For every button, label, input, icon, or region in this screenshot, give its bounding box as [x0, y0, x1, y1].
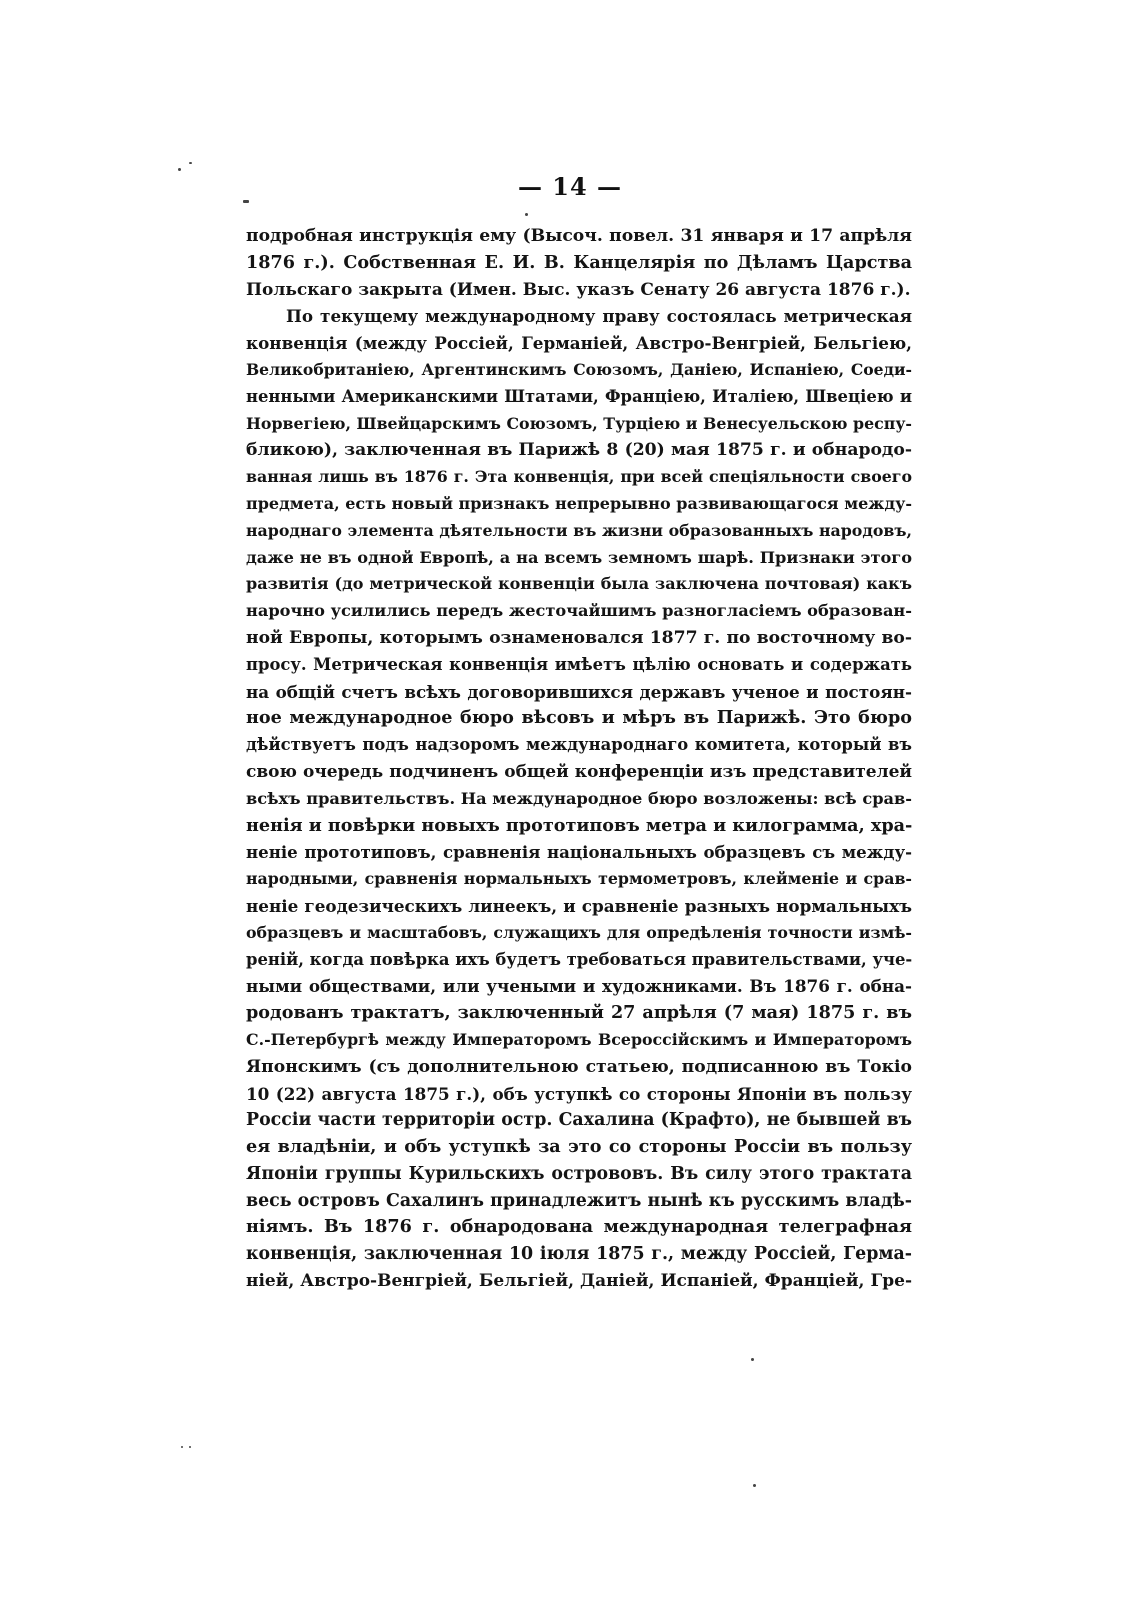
text-line: Японіи группы Курильскихъ острововъ. Въ силу этого трактата — [246, 1163, 912, 1184]
text-line: народными, сравненія нормальныхъ термометровъ, клейменіе и срав- — [246, 869, 912, 889]
text-line: на общій счетъ всѣхъ договорившихся державъ ученое и постоян- — [246, 681, 912, 702]
scan-speck — [525, 213, 528, 216]
body-text — [246, 223, 912, 1295]
text-line: Великобританіею, Аргентинскимъ Союзомъ, Даніею, Испаніею, Соеди- — [246, 359, 912, 379]
text-line: народнаго элемента дѣятельности въ жизни образованныхъ народовъ, — [246, 520, 912, 540]
text-line: конвенція (между Россіей, Германіей, Австро-Венгріей, Бельгіею, — [246, 333, 912, 354]
page-number: — 14 — — [517, 172, 623, 201]
text-line: неніе прототиповъ, сравненія національныхъ образцевъ съ между- — [246, 842, 912, 863]
text-line: подробная инструкція ему (Высоч. повел. 31 января и 17 апрѣля — [246, 226, 912, 246]
scan-speck — [189, 1446, 191, 1448]
text-line: родованъ трактатъ, заключенный 27 апрѣля (7 мая) 1875 г. въ — [246, 1002, 912, 1024]
scan-speck — [181, 1446, 183, 1448]
text-line: 1876 г.). Собственная Е. И. В. Канцелярія по Дѣламъ Царства — [246, 251, 912, 273]
text-line: Россіи части территоріи остр. Сахалина (Крафто), не бывшей въ — [246, 1110, 912, 1131]
text-line: развитія (до метрической конвенціи была заключена почтовая) какъ — [246, 574, 912, 594]
text-line: ніей, Австро-Венгріей, Бельгіей, Даніей, Испаніей, Франціей, Гре- — [246, 1271, 912, 1292]
text-line: конвенція, заключенная 10 іюля 1875 г., между Россіей, Герма- — [246, 1244, 912, 1265]
text-line: Японскимъ (съ дополнительною статьею, подписанною въ Токіо — [246, 1056, 912, 1077]
text-line: ненія и повѣрки новыхъ прототиповъ метра и килограмма, хра- — [246, 814, 912, 836]
text-line: ніямъ. Въ 1876 г. обнародована международная телеграфная — [246, 1216, 912, 1238]
text-line: ное международное бюро вѣсовъ и мѣръ въ Парижѣ. Это бюро — [246, 707, 912, 729]
text-line: даже не въ одной Европѣ, а на всемъ земномъ шарѣ. Признаки этого — [246, 547, 912, 567]
text-line: ея владѣніи, и объ уступкѣ за это со стороны Россіи въ пользу — [246, 1136, 912, 1158]
text-line: ванная лишь въ 1876 г. Эта конвенція, при всей спеціяльности своего — [246, 467, 912, 487]
scan-speck — [751, 1358, 754, 1361]
scan-speck — [178, 168, 181, 171]
text-line: нарочно усилились передъ жесточайшимъ разногласіемъ образован- — [246, 601, 912, 621]
scan-speck — [189, 162, 192, 164]
text-line: неніе геодезическихъ линеекъ, и сравненіе разныхъ нормальныхъ — [246, 895, 912, 916]
text-line: 10 (22) августа 1875 г.), объ уступкѣ со стороны Японіи въ пользу — [246, 1083, 912, 1104]
text-line: бликою), заключенная въ Парижѣ 8 (20) мая 1875 г. и обнародо- — [246, 440, 912, 461]
text-line: просу. Метрическая конвенція имѣетъ цѣлію основать и содержать — [246, 654, 912, 674]
text-line: всѣхъ правительствъ. На международное бюро возложены: всѣ срав- — [246, 788, 912, 808]
scan-speck — [243, 200, 249, 203]
text-line: Польскаго закрыта (Имен. Выс. указъ Сенату 26 августа 1876 г.). — [246, 279, 911, 300]
text-line: реній, когда повѣрка ихъ будетъ требоваться правительствами, уче- — [246, 949, 912, 969]
text-line: дѣйствуетъ подъ надзоромъ международнаго комитета, который въ — [246, 735, 912, 755]
text-line: предмета, есть новый признакъ непрерывно развивающагося между- — [246, 493, 912, 513]
text-line: По текущему международному праву состоялась метрическая — [286, 306, 912, 327]
text-line: Норвегіею, Швейцарскимъ Союзомъ, Турціею и Венесуельскою респу- — [246, 413, 912, 433]
text-line: ными обществами, или учеными и художниками. Въ 1876 г. обна- — [246, 976, 912, 997]
text-line: ной Европы, которымъ ознаменовался 1877 г. по восточному во- — [246, 627, 912, 648]
text-line: весь островъ Сахалинъ принадлежитъ нынѣ къ русскимъ владѣ- — [246, 1190, 912, 1211]
text-line: свою очередь подчиненъ общей конференціи изъ представителей — [246, 761, 912, 782]
text-line: С.-Петербургѣ между Императоромъ Всероссійскимъ и Императоромъ — [246, 1029, 912, 1049]
text-line: образцевъ и масштабовъ, служащихъ для опредѣленія точности измѣ- — [246, 922, 912, 942]
text-line: ненными Американскими Штатами, Франціею, Италіею, Швеціею и — [246, 386, 912, 406]
scan-speck — [753, 1484, 756, 1487]
